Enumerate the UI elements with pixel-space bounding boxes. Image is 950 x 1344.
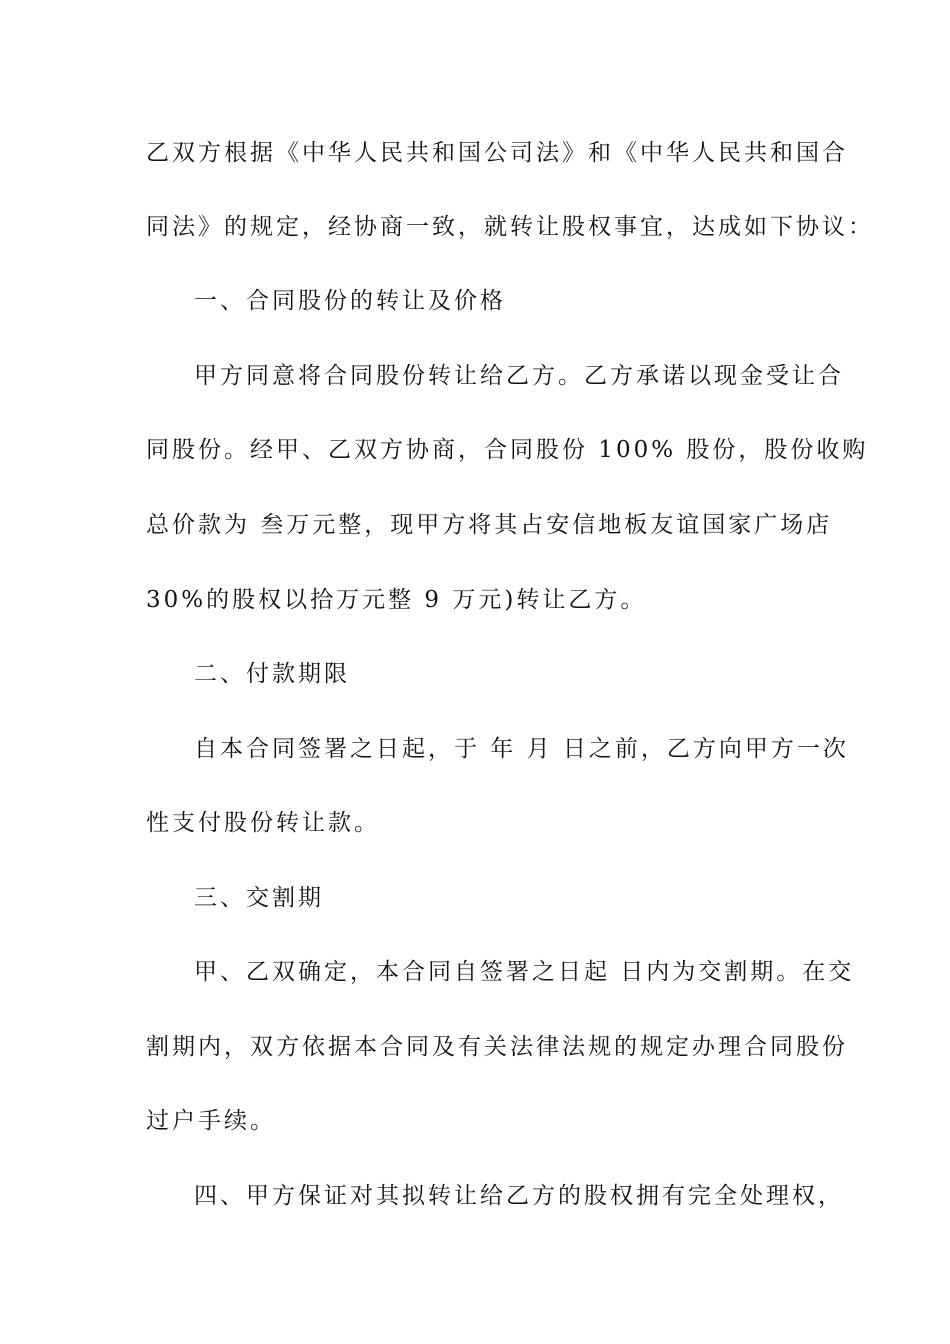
paragraph-line: 自本合同签署之日起，于 年 月 日之前，乙方向甲方一次	[194, 736, 849, 762]
section-heading-4: 四、甲方保证对其拟转让给乙方的股权拥有完全处理权，	[194, 1183, 844, 1209]
section-heading-1: 一、合同股份的转让及价格	[194, 288, 506, 314]
paragraph-line: 总价款为 叁万元整，现甲方将其占安信地板友谊国家广场店	[146, 512, 833, 538]
section-heading-2: 二、付款期限	[194, 661, 350, 687]
paragraph-line: 过户手续。	[146, 1108, 276, 1134]
paragraph-line: 同法》的规定，经协商一致，就转让股权事宜，达成如下协议：	[146, 214, 874, 240]
paragraph-line: 甲、乙双确定，本合同自签署之日起 日内为交割期。在交	[194, 959, 855, 985]
paragraph-line: 同股份。经甲、乙双方协商，合同股份 100% 股份，股份收购	[146, 437, 869, 463]
paragraph-line: 乙双方根据《中华人民共和国公司法》和《中华人民共和国合	[146, 140, 848, 166]
paragraph-line: 性支付股份转让款。	[146, 810, 380, 836]
paragraph-line: 割期内，双方依据本合同及有关法律法规的规定办理合同股份	[146, 1034, 848, 1060]
section-heading-3: 三、交割期	[194, 885, 324, 911]
paragraph-line: 30%的股权以拾万元整 9 万元)转让乙方。	[146, 587, 647, 613]
paragraph-line: 甲方同意将合同股份转让给乙方。乙方承诺以现金受让合	[194, 363, 844, 389]
